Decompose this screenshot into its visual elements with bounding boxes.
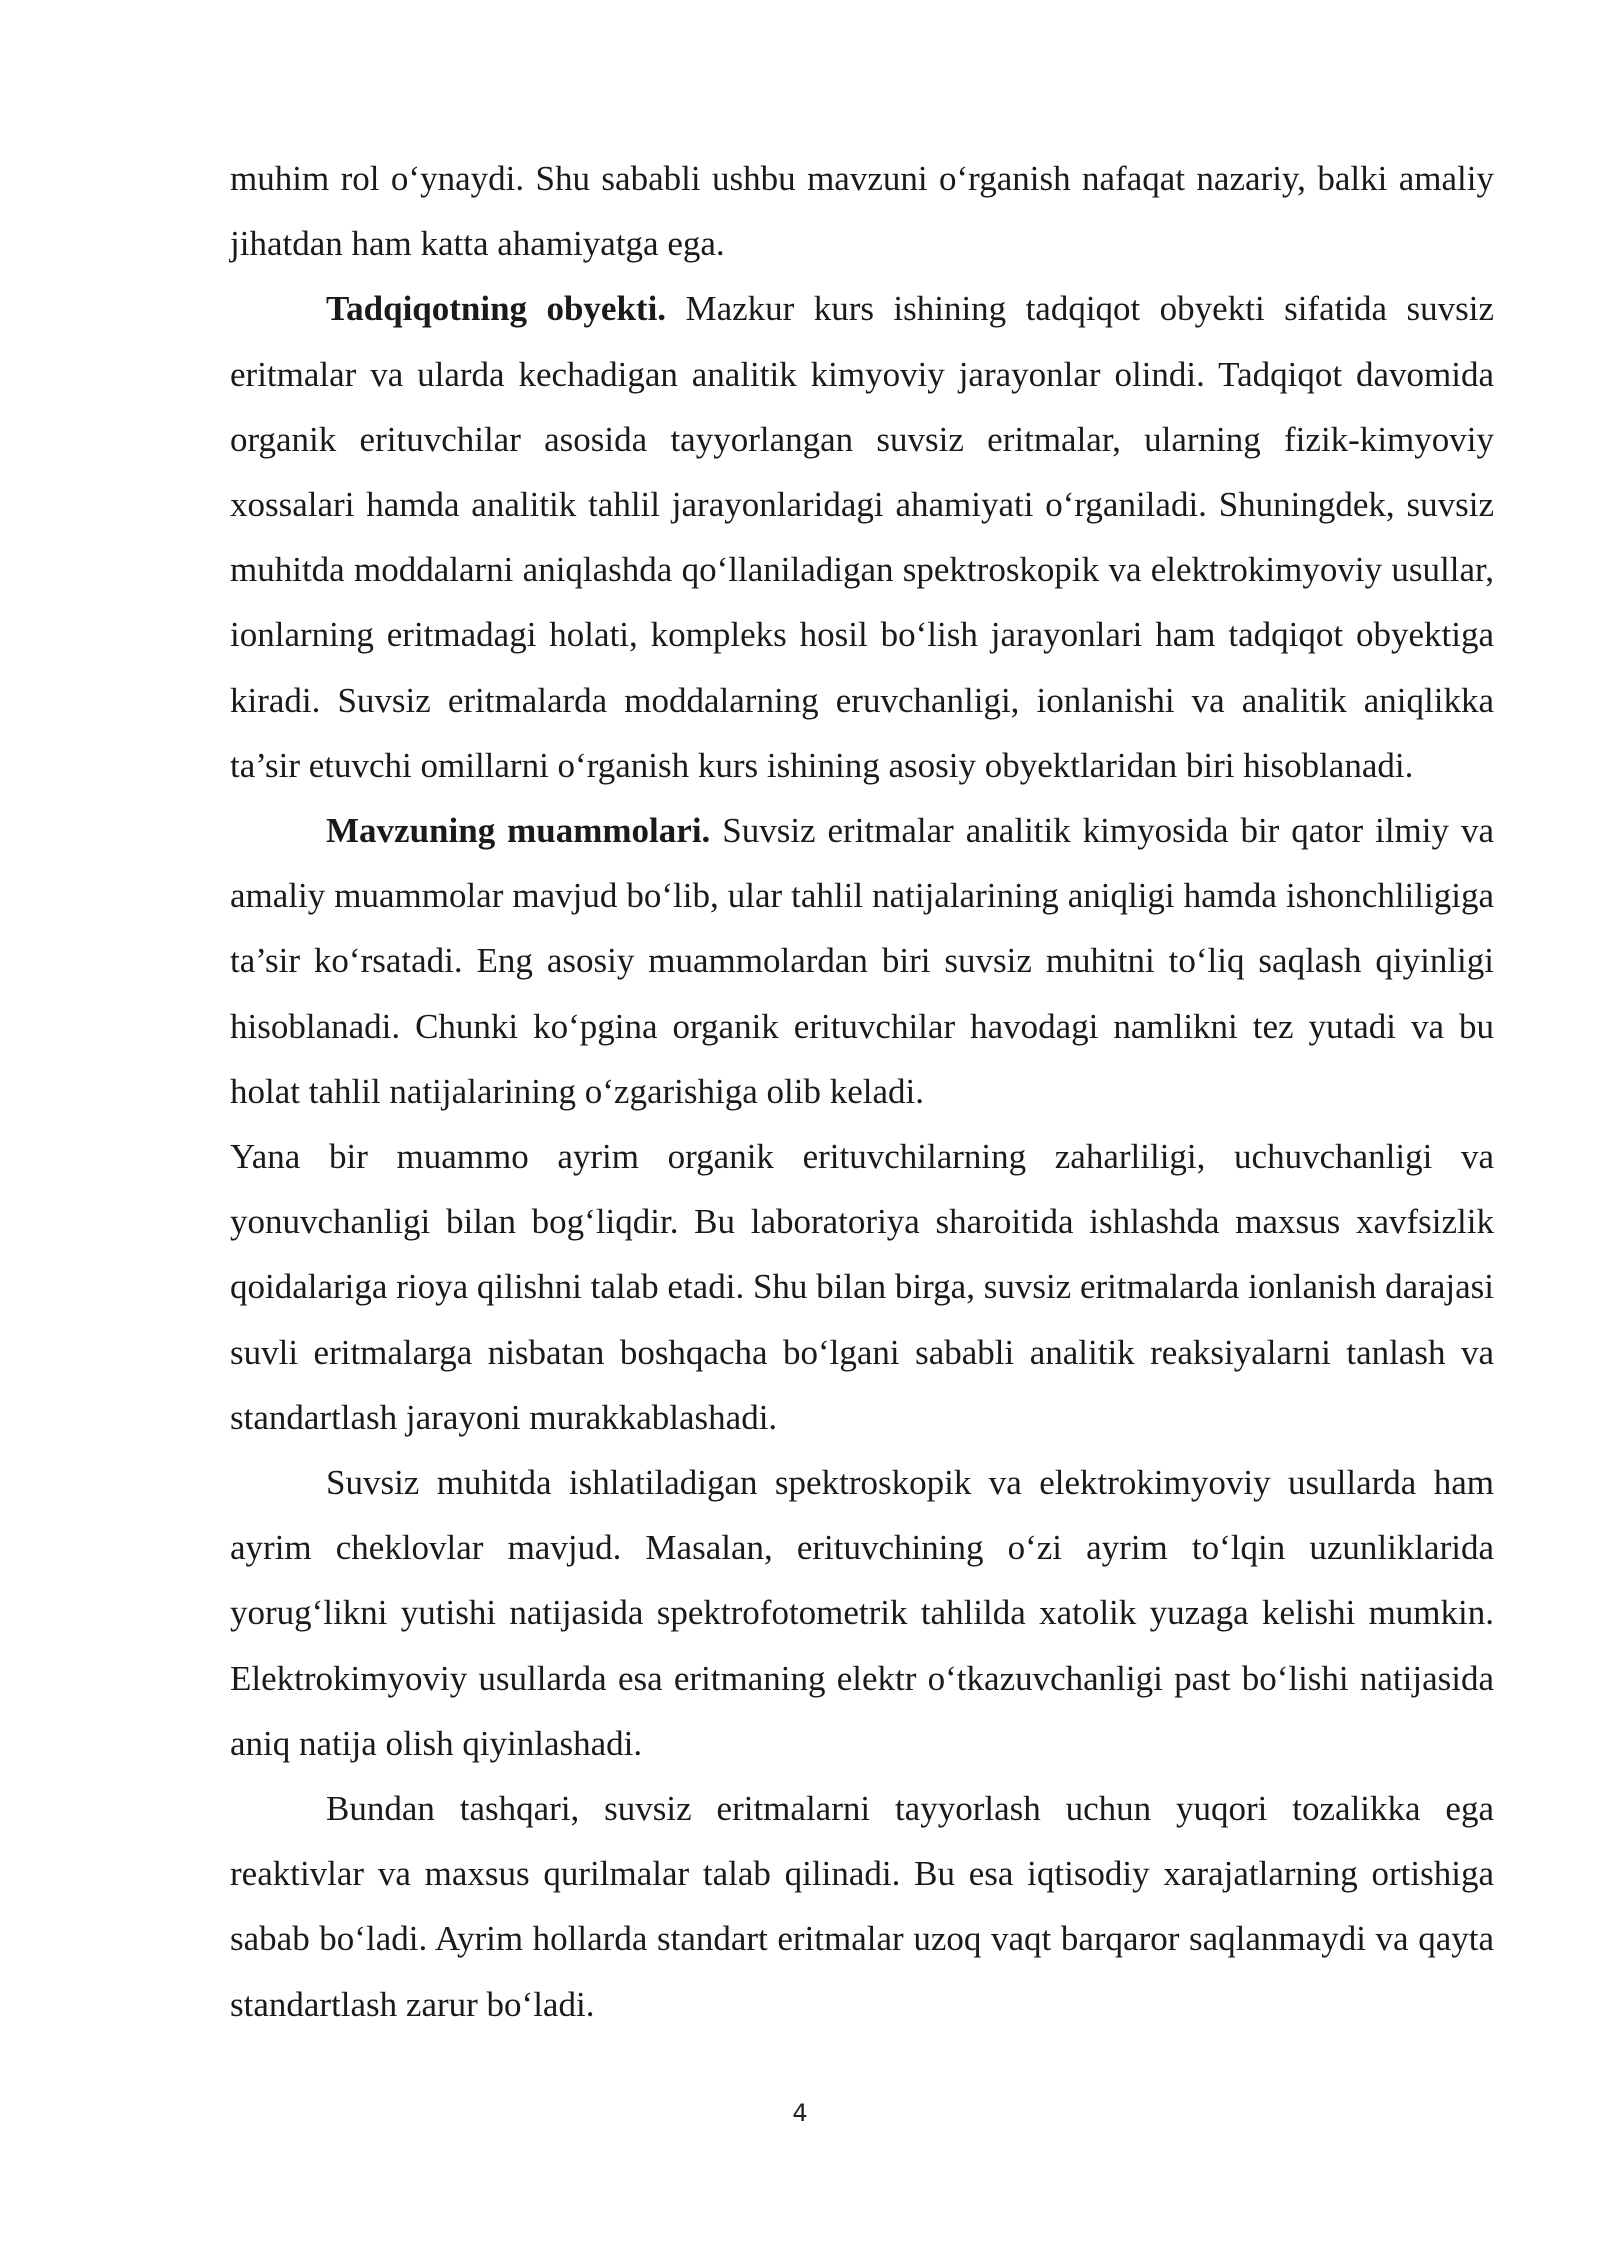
paragraph-text: Bundan tashqari, suvsiz eritmalarni tayyorlash uchun yuqori tozalikka ega reaktivlar va maxsus qurilmalar talab qilinadi. Bu esa iqtisodiy xarajatlarning ortishiga sabab bo‘ladi. Ayrim hollarda standart eritmalar uzoq vaqt barqaror saqlanmaydi va qayta standartlash zarur bo‘ladi. bbox=[230, 1789, 1494, 2024]
paragraph-heading-topic-problems: Mavzuning muammolari. bbox=[326, 811, 711, 851]
paragraph-text: Yana bir muammo ayrim organik erituvchilarning zaharliligi, uchuvchanligi va yonuvchanligi bilan bog‘liqdir. Bu laboratoriya sharoitida ishlashda maxsus xavfsizlik qoidalariga rioya qilishni talab etadi. Shu bilan birga, suvsiz eritmalarda ionlanish darajasi suvli eritmalarga nisbatan boshqacha bo‘lgani sababli analitik reaksiyalarni tanlash va standartlash jarayoni murakkablashadi. bbox=[230, 1137, 1494, 1437]
paragraph-continuation bbox=[230, 146, 1494, 276]
paragraph-text: Suvsiz eritmalar analitik kimyosida bir qator ilmiy va amaliy muammolar mavjud bo‘lib, ular tahlil natijalarining aniqligi hamda ishonchliligiga ta’sir ko‘rsatadi. Eng asosiy muammolardan biri suvsiz muhitni to‘liq saqlash qiyinligi hisoblanadi. Chunki ko‘pgina organik erituvchilar havodagi namlikni tez yutadi va bu holat tahlil natijalarining o‘zgarishiga olib keladi. bbox=[230, 811, 1494, 1111]
paragraph-heading-research-object: Tadqiqotning obyekti. bbox=[326, 289, 667, 329]
paragraph-research-object bbox=[230, 276, 1494, 798]
page-number: 4 bbox=[792, 2099, 808, 2127]
paragraph-method-limitations bbox=[230, 1450, 1494, 1776]
paragraph-topic-problems bbox=[230, 798, 1494, 1124]
paragraph-text: muhim rol o‘ynaydi. Shu sababli ushbu mavzuni o‘rganish nafaqat nazariy, balki amaliy jihatdan ham katta ahamiyatga ega. bbox=[230, 159, 1494, 264]
paragraph-text: Suvsiz muhitda ishlatiladigan spektroskopik va elektrokimyoviy usullarda ham ayrim cheklovlar mavjud. Masalan, erituvchining o‘zi ayrim to‘lqin uzunliklarida yorug‘likni yutishi natijasida spektrofotometrik tahlilda xatolik yuzaga kelishi mumkin. Elektrokimyoviy usullarda esa eritmaning elektr o‘tkazuvchanligi past bo‘lishi natijasida aniq natija olish qiyinlashadi. bbox=[230, 1463, 1494, 1763]
paragraph-another-problem bbox=[230, 1124, 1494, 1450]
paragraph-costs bbox=[230, 1776, 1494, 2037]
paragraph-text: Mazkur kurs ishining tadqiqot obyekti sifatida suvsiz eritmalar va ularda kechadigan analitik kimyoviy jarayonlar olindi. Tadqiqot davomida organik erituvchilar asosida tayyorlangan suvsiz eritmalar, ularning fizik-kimyoviy xossalari hamda analitik tahlil jarayonlaridagi ahamiyati o‘rganiladi. Shuningdek, suvsiz muhitda moddalarni aniqlashda qo‘llaniladigan spektroskopik va elektrokimyoviy usullar, ionlarning eritmadagi holati, kompleks hosil bo‘lish jarayonlari ham tadqiqot obyektiga kiradi. Suvsiz eritmalarda moddalarning eruvchanligi, ionlanishi va analitik aniqlikka ta’sir etuvchi omillarni o‘rganish kurs ishining asosiy obyektlaridan biri hisoblanadi. bbox=[230, 289, 1494, 785]
document-body bbox=[230, 146, 1494, 2037]
